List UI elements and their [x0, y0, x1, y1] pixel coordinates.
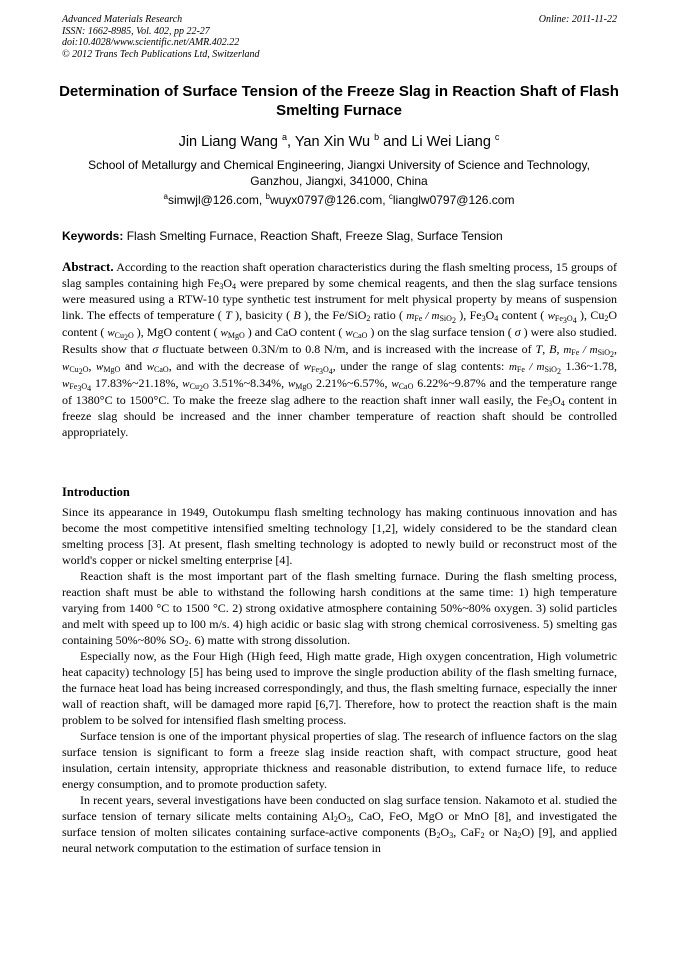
- author-separator: and: [379, 134, 412, 150]
- paragraph: Since its appearance in 1949, Outokumpu flash smelting technology has making continuous innovation and has become the most competitive intensified smelting technology [1,2], widely considered to be the standard clean smelting process [3]. At present, flash smelting technology is adopted to newly build or reconstruct most of the world's copper or nickel smelting enterprise [4].: [62, 505, 617, 568]
- journal-name: Advanced Materials Research: [62, 14, 183, 25]
- affiliation-line: School of Metallurgy and Chemical Engineering, Jiangxi University of Science and Technology,: [88, 158, 590, 172]
- keywords-label: Keywords:: [62, 229, 124, 243]
- author-separator: ,: [287, 134, 295, 150]
- abstract-label: Abstract.: [62, 259, 114, 274]
- keywords: [62, 229, 617, 244]
- affiliation-line: Ganzhou, Jiangxi, 341000, China: [250, 173, 428, 188]
- introduction-heading: Introduction: [62, 485, 130, 499]
- author-sup: b: [374, 132, 380, 142]
- email-sup: c: [388, 192, 393, 201]
- email-link[interactable]: lianglw0797@126.com: [392, 193, 515, 207]
- author-list: [58, 133, 620, 151]
- journal-header: [62, 14, 617, 60]
- author-sup: c: [494, 132, 500, 142]
- author-name: Yan Xin Wu: [294, 134, 371, 150]
- paper-title: Determination of Surface Tension of the Freeze Slag in Reaction Shaft of Flash Smelting Furnace: [59, 83, 619, 119]
- introduction-body: [62, 504, 617, 856]
- author-sup: a: [282, 132, 288, 142]
- journal-doi: doi:10.4028/www.scientific.net/AMR.402.22: [62, 37, 240, 48]
- abstract: Abstract. According to the reaction shaft operation characteristics during the flash smelting process, 15 groups of slag samples containing high $Fe_3O_4$ were prepared by some chemical reagents, and then the slag surface tensions were measured using a RTW-10 type synthetic test instrument for melt physical property by means of suspension link. The effects of temperature ( T ), basicity ( B ), the Fe/SiO$_2$ ratio ( $m_{Fe} / m_{SiO_2}$ ), $Fe_3O_4$ content ( $w_{Fe_3O_4}$ ), $Cu_2O$ content ( $w_{Cu_2O}$ ), MgO content ( $w_{MgO}$ ) and CaO content ( $w_{CaO}$ ) on the slag surface tension ( σ ) were also studied. Results show that σ fluctuate between 0.3N/m to 0.8 N/m, and is increased with the increase of T, B, $m_{Fe} / m_{SiO_2}$, $w_{Cu_2O}$, $w_{MgO}$ and $w_{CaO}$, and with the decrease of $w_{Fe_3O_4}$, under the range of slag contents: $m_{Fe} / m_{SiO_2}$ 1.36~1.78, $w_{Fe_3O_4}$ 17.83%~21.18%, $w_{Cu_2O}$ 3.51%~8.34%, $w_{MgO}$ 2.21%~6.57%, $w_{CaO}$ 6.22%~9.87% and the temperature range of 1380°C to 1500°C. To make the freeze slag adhere to the reaction shaft inner wall easily, the $Fe_3O_4$ content in freeze slag should be increased and the inner chamber temperature of reaction shaft should be controlled appropriately.: [62, 259, 618, 440]
- author-name: Jin Liang Wang: [178, 134, 278, 150]
- email-sup: b: [265, 192, 270, 201]
- keywords-text: Flash Smelting Furnace, Reaction Shaft, Freeze Slag, Surface Tension: [123, 229, 503, 243]
- journal-issn: ISSN: 1662-8985, Vol. 402, pp 22-27: [62, 25, 210, 37]
- online-date: Online: 2011-11-22: [538, 14, 617, 25]
- paragraph: In recent years, several investigations have been conducted on slag surface tension. Nakamoto et al. studied the surface tension of ternary silicate melts containing $Al_2O_3$, CaO, FeO, MgO or MnO [8], and investigated the surface tension of molten silicates containing surface-active components ($B_2O_3$, CaF$_2$ or $Na_2O$) [9], and applied neural network computation to the estimation of surface tension in: [62, 793, 617, 856]
- paragraph: Surface tension is one of the important physical properties of slag. The research of influence factors on the slag surface tension is significant to form a freeze slag inside reaction shaft, with compact structure, good heat insulation, certain intensity, appropriate thickness and reasonable distribution, to extend furnace life, to reduce energy consumption, and to promote production safety.: [62, 729, 617, 792]
- email-link[interactable]: wuyx0797@126.com,: [269, 193, 389, 207]
- email-sup: a: [163, 192, 168, 201]
- author-name: Li Wei Liang: [411, 134, 491, 150]
- email-link[interactable]: simwjl@126.com,: [167, 193, 266, 207]
- paragraph: Reaction shaft is the most important part of the flash smelting furnace. During the flash smelting process, reaction shaft must be able to withstand the following harsh conditions at the same time: 1) high temperature varying from 1400 °C to 1500 °C. 2) strong oxidative atmosphere containing 50%~80% oxygen. 3) solid particles and melt with speed up to l00 m/s. 4) high acidic or basic slag with strong chemical corrosiveness. 5) smelting gas containing 50%~80% $SO_2$. 6) matte with strong dissolution.: [62, 569, 617, 649]
- author-emails: [58, 193, 620, 208]
- journal-copyright: © 2012 Trans Tech Publications Ltd, Switzerland: [62, 48, 260, 60]
- affiliation: [58, 158, 620, 189]
- paragraph: Especially now, as the Four High (High feed, High matte grade, High oxygen concentration, High volumetric heat capacity) technology [5] has being used to improve the single production ability of the flash smelting furnace, the furnace heat load has being increased correspondingly, and thus, the flash smelting furnace, especially the inner wall of reaction shaft, will be damaged more rapid [6,7]. Therefore, how to protect the reaction shaft is the main problem to be solved for intensified flash smelting process.: [62, 649, 617, 728]
